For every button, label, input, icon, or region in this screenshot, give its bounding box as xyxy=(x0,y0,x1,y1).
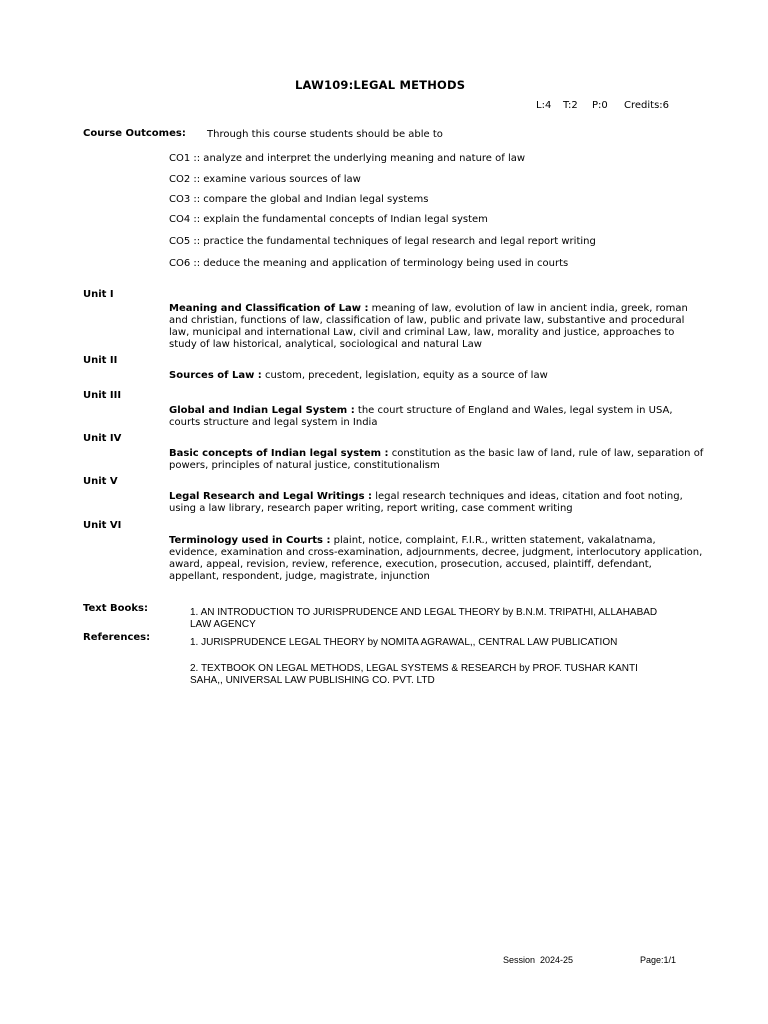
unit-text: constitution as the basic law of land, rule of law, separation of powers, principles of natural justice, constitutionalism xyxy=(169,448,704,471)
unit-label: Unit IV xyxy=(83,433,122,444)
outcome-item: CO5 :: practice the fundamental techniques of legal research and legal report writing xyxy=(169,236,596,247)
course-title: LAW109:LEGAL METHODS xyxy=(295,78,466,92)
unit-heading: Basic concepts of Indian legal system : xyxy=(169,448,389,459)
unit-text: plaint, notice, complaint, F.I.R., written statement, vakalatnama, evidence, examination and cross-examination, adjournments, decree, judgment, interlocutory application, award, appeal, revision, review, reference, execution, prosecution, accused, plaintiff, defendant, appellant, respondent, judge, magistrate, injunction xyxy=(169,535,703,582)
outcome-item: CO1 :: analyze and interpret the underlying meaning and nature of law xyxy=(169,153,526,164)
unit-content xyxy=(169,491,704,515)
unit-label: Unit III xyxy=(83,390,122,401)
outcome-item: CO3 :: compare the global and Indian legal systems xyxy=(169,194,429,205)
unit-heading: Terminology used in Courts : xyxy=(169,535,331,546)
lecture-hours: L:4 xyxy=(536,100,552,111)
outcome-item: CO2 :: examine various sources of law xyxy=(169,174,361,185)
session-label: Session 2024-25 xyxy=(503,955,574,965)
page-number: Page:1/1 xyxy=(640,955,677,965)
text-books-label: Text Books: xyxy=(83,603,148,614)
outcome-item: CO6 :: deduce the meaning and application of terminology being used in courts xyxy=(169,258,569,269)
course-outcomes-label: Course Outcomes: xyxy=(83,128,186,139)
unit-heading: Meaning and Classification of Law : xyxy=(169,303,369,314)
references-label: References: xyxy=(83,632,151,643)
credits: Credits:6 xyxy=(624,100,670,111)
unit-text: custom, precedent, legislation, equity as a source of law xyxy=(261,370,548,381)
unit-heading: Legal Research and Legal Writings : xyxy=(169,491,373,502)
reference-item: 1. JURISPRUDENCE LEGAL THEORY by NOMITA AGRAWAL,, CENTRAL LAW PUBLICATION xyxy=(190,637,618,648)
tutorial-hours: T:2 xyxy=(563,100,578,111)
unit-label: Unit I xyxy=(83,289,114,300)
practical-hours: P:0 xyxy=(592,100,608,111)
unit-heading: Global and Indian Legal System : xyxy=(169,405,355,416)
unit-text: the court structure of England and Wales, legal system in USA, courts structure and legal system in India xyxy=(169,405,673,428)
unit-heading: Sources of Law : xyxy=(169,370,262,381)
unit-label: Unit V xyxy=(83,476,118,487)
unit-content xyxy=(169,370,704,382)
unit-content xyxy=(169,535,704,583)
unit-label: Unit II xyxy=(83,355,118,366)
unit-text: meaning of law, evolution of law in ancient india, greek, roman and christian, functions of law, classification of law, public and private law, substantive and procedural law, municipal and international Law, civil and criminal Law, law, morality and justice, approaches to study of law historical, analytical, sociological and natural Law xyxy=(169,303,688,350)
reference-item: 2. TEXTBOOK ON LEGAL METHODS, LEGAL SYSTEMS & RESEARCH by PROF. TUSHAR KANTI SAHA,, UNIVERSAL LAW PUBLISHING CO. PVT. LTD xyxy=(190,663,638,686)
outcome-item: CO4 :: explain the fundamental concepts of Indian legal system xyxy=(169,214,488,225)
unit-content xyxy=(169,448,704,472)
unit-label: Unit VI xyxy=(83,520,122,531)
unit-content xyxy=(169,405,704,429)
text-book-item: 1. AN INTRODUCTION TO JURISPRUDENCE AND LEGAL THEORY by B.N.M. TRIPATHI, ALLAHABAD LAW AGENCY xyxy=(190,607,658,630)
course-outcomes-intro: Through this course students should be able to xyxy=(207,129,443,140)
unit-text: legal research techniques and ideas, citation and foot noting, using a law library, research paper writing, report writing, case comment writing xyxy=(169,491,683,514)
unit-content xyxy=(169,303,704,351)
